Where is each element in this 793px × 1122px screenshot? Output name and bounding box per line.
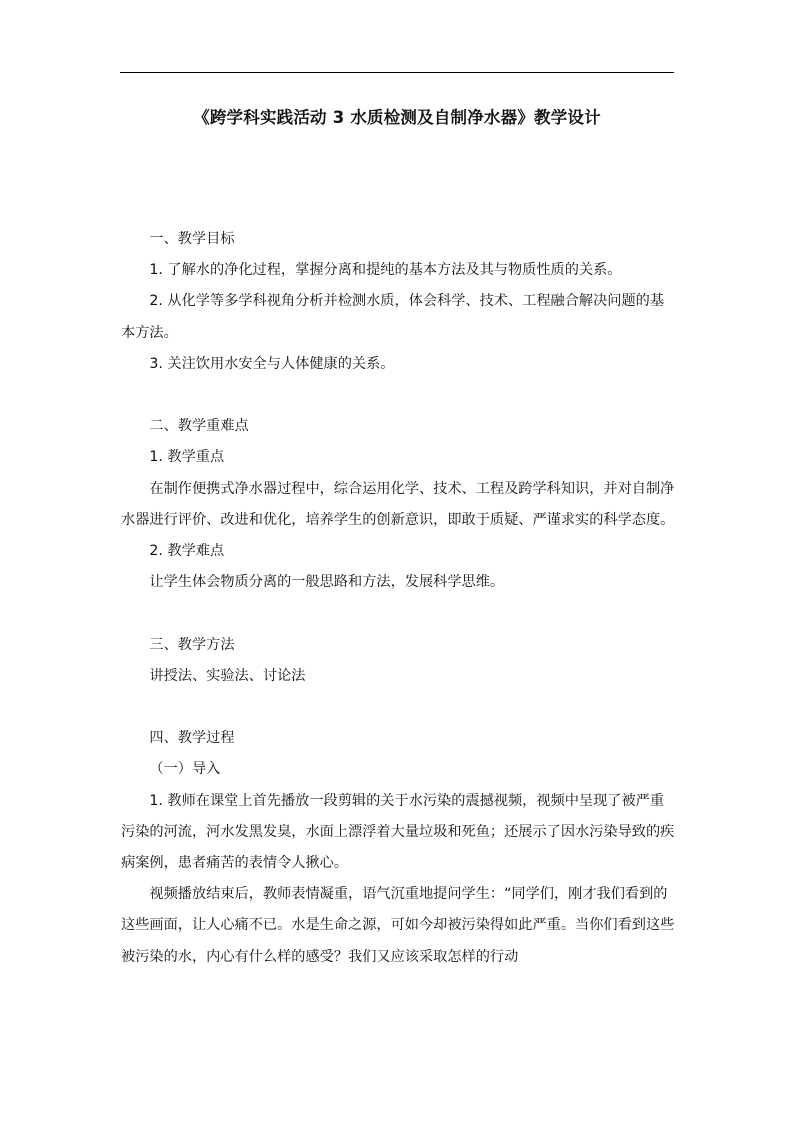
section-heading-key-points: 二、教学重难点 (149, 418, 249, 435)
section-heading-process: 四、教学过程 (149, 730, 235, 747)
process-paragraph-2: 视频播放结束后，教师表情凝重，语气沉重地提问学生：“同学们，刚才我们看到的这些画面，让人心痛不已。水是生命之源，可如今却被污染得如此严重。当你们看到这些被污染的水，内心有什么样的感受？我们又应该采取怎样的行动 (121, 886, 675, 965)
difficulty-heading: 2. 教学难点 (149, 543, 225, 560)
difficulty-text: 让学生体会物质分离的一般思路和方法，发展科学思维。 (149, 574, 505, 591)
methods-text: 讲授法、实验法、讨论法 (149, 667, 306, 684)
document-body (121, 224, 677, 973)
process-paragraph-1: 1. 教师在课堂上首先播放一段剪辑的关于水污染的震撼视频，视频中呈现了被严重污染的河流，河水发黑发臭，水面上漂浮着大量垃圾和死鱼；还展示了因水污染导致的疾病案例，患者痛苦的表情令人揪心。 (121, 792, 675, 872)
goal-item-2: 2. 从化学等多学科视角分析并检测水质，体会科学、技术、工程融合解决问题的基本方法。 (121, 293, 665, 341)
focus-text: 在制作便携式净水器过程中，综合运用化学、技术、工程及跨学科知识，并对自制净水器进行评价、改进和优化，培养学生的创新意识，即敢于质疑、严谨求实的科学态度。 (121, 480, 675, 528)
spacer (121, 380, 677, 411)
goal-item-3: 3. 关注饮用水安全与人体健康的关系。 (149, 355, 395, 372)
goal-item-1: 1. 了解水的净化过程，掌握分离和提纯的基本方法及其与物质性质的关系。 (149, 262, 622, 279)
document-title: 《跨学科实践活动 3 水质检测及自制净水器》教学设计 (193, 108, 601, 127)
header-rule (120, 72, 674, 73)
focus-heading: 1. 教学重点 (149, 449, 225, 466)
section-heading-methods: 三、教学方法 (149, 636, 235, 653)
process-sub-heading: （一）导入 (149, 761, 221, 778)
section-heading-goals: 一、教学目标 (149, 231, 235, 247)
spacer (121, 598, 677, 629)
spacer (121, 692, 677, 723)
